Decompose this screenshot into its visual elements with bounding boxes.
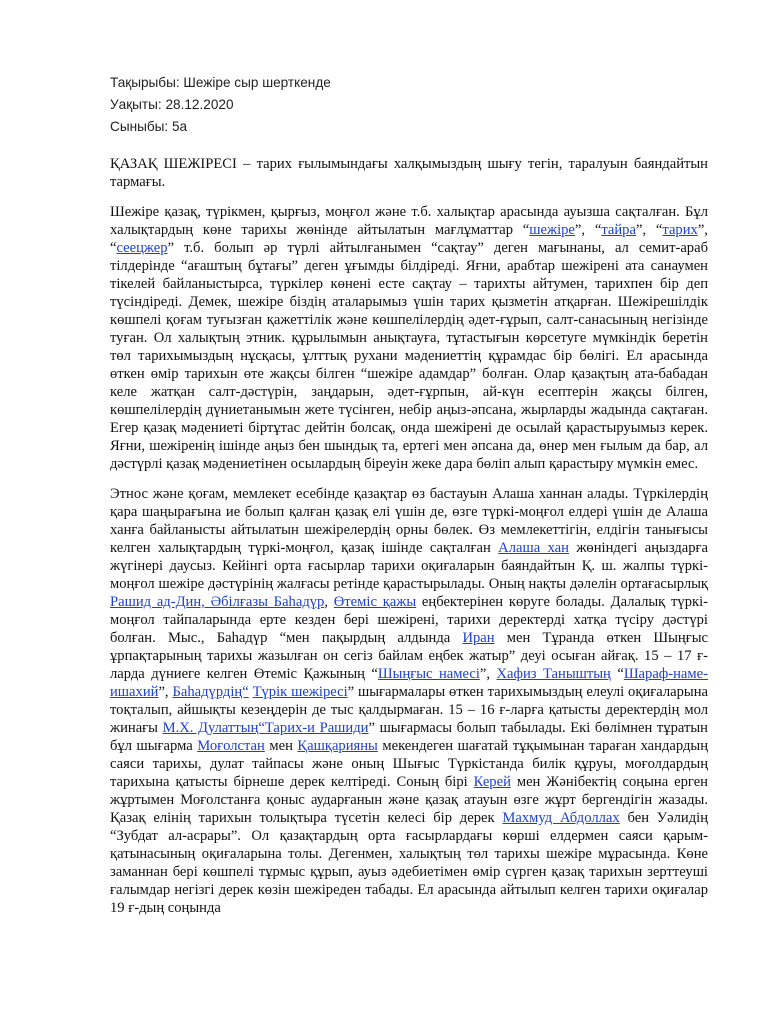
document-page — [110, 0, 708, 917]
text-run: ”, — [479, 666, 497, 682]
link-alasha-khan[interactable]: Алаша хан — [498, 540, 569, 556]
text-run: Этнос және қоғам, мемлекет есебінде қазақтар өз бастауын Алаша ханнан алады. Түркілердің қара шаңырағына ие болып қалған қазақ елі үшін де, өзге түркі-моңғол елдері үшін де Алаша ханға байланысты айтылатын шежірелердің орны бөлек. Өз мемлекеттігін, елдігін танығысы келген халықтардың түркі-моңғол, қазақ ішінде сақталған — [110, 486, 708, 556]
link-tarikh-i-rashidi[interactable]: М.Х. Дулаттың“Тарих-и Рашиди — [162, 720, 369, 736]
body-paragraph-1 — [110, 203, 708, 473]
text-run: ”, “ — [574, 222, 602, 238]
text-run: мекендеген шағатай тұқымынан тараған хандардың саяси тарихы, дулат тайпасы және оның Шығыс Түркістанда билік құруы, моғолдардың тарихына қатысты бірнеше дерек келтіреді. Соның бірі — [110, 738, 709, 790]
text-run: еңбектерінен көруге болады. Далалық түркі-моңғол тайпаларында ерте кезден бері шежірені, тарихи деректерді хатқа түсіру дәстүрі болған. Мыс., Баһадүр “мен пақырдың алдында — [110, 594, 709, 646]
body-paragraph-2 — [110, 485, 708, 917]
text-run: бен Уәлидің “Зубдат ал-асрары”. Ол қазақтардың орта ғасырлардағы көрші елдермен саяси қарым-қатынасының оқиғаларына толы. Дегенмен, халықтың төл тарихы шежіре мұрасында. Көне заманнан бері көшпелі тұрмыс құрып, ауыз әдебиетімен өмір сүрген қазақ тарихын зерттеуші ғалымдар негізгі дерек көзін шежіреден табады. Ел арасында айтылып келген тарихи оқиғалар 19 ғ-дың соңында — [110, 810, 708, 916]
link-sharaf-name[interactable]: Шараф-наме-ишахий — [110, 666, 708, 700]
link-shyngys-namesi[interactable]: Шыңғыс намесі — [377, 666, 480, 682]
text-run: ”, “ — [110, 222, 708, 256]
text-run: мен Тұранда өткен Шыңғыс ұрпақтарының тарихы жазылған он сегіз байлам еңбек жатыр” деуі осыған айғақ. 15 – 17 ғ-ларда дүниеге келген Өтеміс Қажының “ — [110, 630, 708, 682]
lesson-topic: Тақырыбы: Шежіре сыр шерткенде — [110, 75, 331, 90]
link-kashgaria[interactable]: Қашқарияны — [297, 738, 378, 754]
text-run: мен — [264, 738, 298, 754]
text-run: “ — [610, 666, 624, 682]
link-rashid-ad-din[interactable]: Рашид ад-Дин, Әбілғазы Баһадүр — [110, 594, 325, 610]
link-tarikh[interactable]: тарих — [662, 222, 698, 238]
definition-paragraph — [110, 155, 708, 191]
text-run: ” шығармасы болып табылады. Екі бөлімнен тұратын бұл шығарма — [110, 720, 708, 754]
definition-term: ҚАЗАҚ ШЕЖІРЕСІ — [110, 156, 237, 172]
link-iran[interactable]: Иран — [462, 630, 495, 646]
text-run: ”, — [158, 684, 173, 700]
text-run: Шежіре қазақ, түрікмен, қырғыз, моңғол және т.б. халықтар арасында ауызша сақталған. Бұл халықтардың көне тарихы жөнінде айтылатын мағлұматтар “ — [110, 204, 708, 238]
link-turik-shezhiresi[interactable]: Түрік шежіресі — [252, 684, 348, 700]
text-run: ”, “ — [635, 222, 663, 238]
link-kerei[interactable]: Керей — [473, 774, 511, 790]
text-run: ” шығармалары өткен тарихымыздың елеулі оқиғаларына тоқталып, айшықты кезеңдерін де тыс қалдырмаған. 15 – 16 ғ-ларға қатысты деректердің мол жинағы — [110, 684, 708, 736]
link-mahmud-abdollah[interactable]: Махмуд Абдоллах — [502, 810, 620, 826]
text-run: мен Жәнібектің соңына ерген жұртымен Моғолстанға қоныс аударғанын және қазақ атауын өзге жұрт бергендігін жазады. Қазақ елінің тарихын толықтыра түсетін келесі бір дерек — [110, 774, 708, 826]
link-bahadur[interactable]: Баһадүрдің“ — [172, 684, 249, 700]
lesson-date: Уақыты: 28.12.2020 — [110, 97, 234, 112]
link-mogolstan[interactable]: Моғолстан — [197, 738, 265, 754]
text-run: жөніндегі аңыздарға жүгінері даусыз. Кейінгі орта ғасырлар тарихи оқиғаларын баяндайтын Қ. ш. жалпы түркі-моңғол шежіре дәстүрінің жалғасы ретінде қарастырылады. Оның нақты дәлелін ортағасырлық — [110, 540, 708, 592]
text-run: ” т.б. болып әр түрлі айтылғанымен “сақтау” деген мағынаны, ал семит-араб тілдерінде “ағаштың бұтағы” деген ұғымды білдіреді. Яғни, арабтар шежірені ата санаумен тікелей байланыстырса, түркілер көнені есте сақтау – тарихты айтумен, тарихпен бір деп түсіндіреді. Демек, шежіре біздің аталарымыз үшін тарих қызметін атқарған. Шежірешілдік көшпелі қоғам туғызған қажеттілік және көшпелілердің әдет-ғұрып, салт-санасының негізінде туған. Ол халықтың этник. құрылымын анықтауға, тұтастығын көрсетуге мүмкіндік беретін төл тарихымыздың нұсқасы, ұлттық рухани мәдениеттің құрамдас бір бөлігі. Ел арасында өткен өмір тарихын өте жақсы білген “шежіре адамдар” болған. Олар қазақтың ата-бабадан келе жатқан салт-дәстүрін, заңдарын, әдет-ғұрпын, ай-күн есептерін жақсы білген, көшпелілердің дүниетанымын жете түсінген, небір аңыз-әпсана, жырларды жадында сақтаған. Егер қазақ мәдениеті біртұтас дейтін болсақ, онда шежірені де осылай қарастыруымыз керек. Яғни, шежіренің ішінде аңыз бен шындық та, ертегі мен әпсана да, өнер мен ғылым да бар, ал дәстүрлі қазақ мәдениетінен осылардың біреуін жеке дара бөліп алып қарастыру мүмкін емес. — [110, 240, 708, 472]
link-taira[interactable]: тайра — [601, 222, 636, 238]
link-shezhire[interactable]: шежіре — [529, 222, 575, 238]
link-hafiz-tanysh[interactable]: Хафиз Таныштың — [496, 666, 611, 682]
text-run: , — [324, 594, 334, 610]
lesson-grade: Сыныбы: 5а — [110, 119, 188, 134]
link-seetszher[interactable]: сеецжер — [116, 240, 168, 256]
definition-text: – тарих ғылымындағы халқымыздың шығу тегін, таралуын баяндайтын тармағы. — [110, 156, 708, 190]
link-otemis-kazhy[interactable]: Өтеміс қажы — [333, 594, 417, 610]
